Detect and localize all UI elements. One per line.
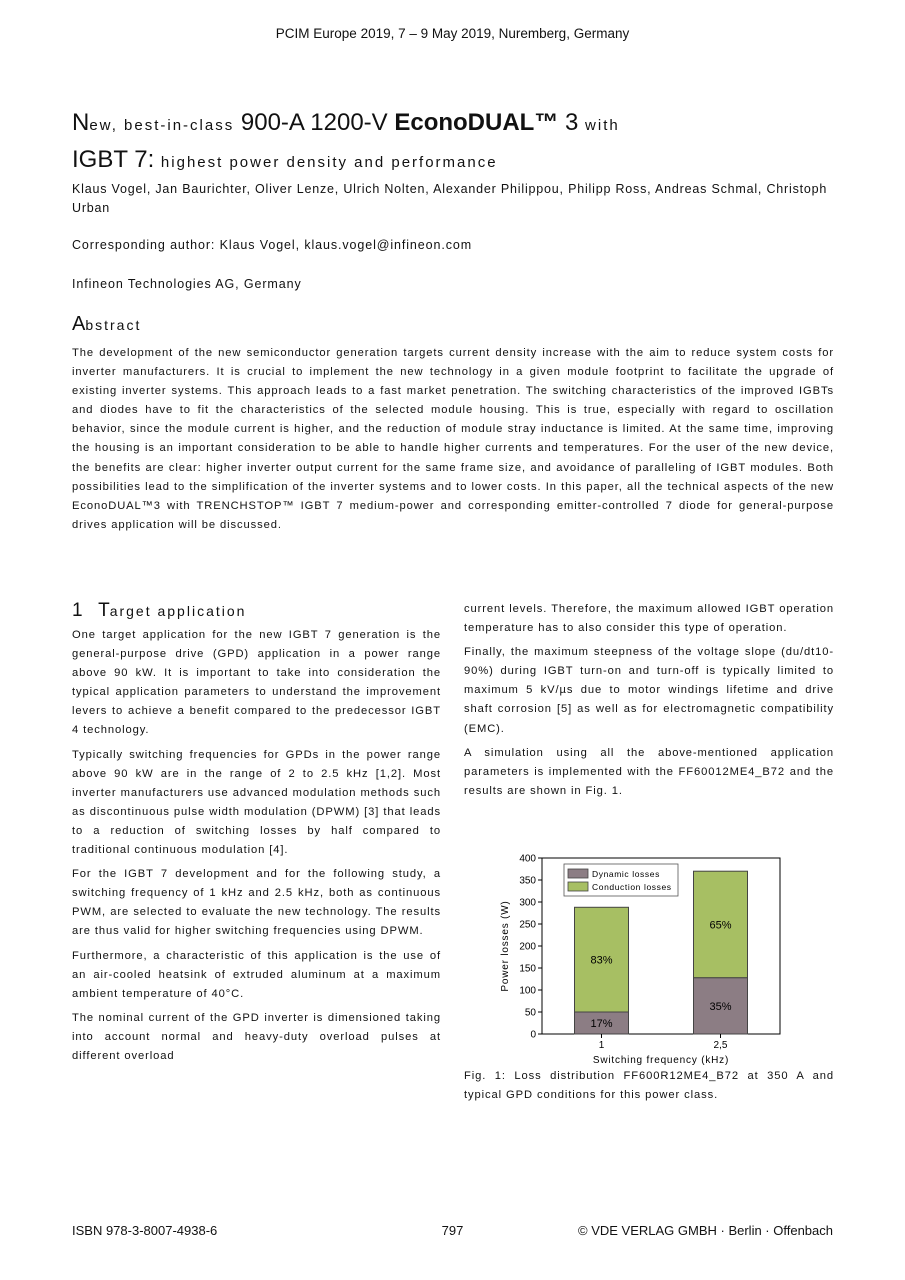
title-brand: EconoDUAL™ [394,109,559,136]
paragraph: For the IGBT 7 development and for the following study, a switching frequency of 1 kHz and 2.5 kHz, both as continuous PWM, are selected to evaluate the new technology. The results are thus valid for higher switching frequencies using DPWM. [72,868,441,938]
bar-data-label: 17% [590,1018,613,1030]
title-igbt: IGBT 7: [72,146,161,173]
title-subtitle: highest power density and performance [160,154,498,171]
loss-distribution-chart [494,850,794,1070]
y-tick-label: 350 [519,875,536,887]
abstract-heading-initial: A [72,313,86,335]
legend-entry: Dynamic losses [592,869,660,879]
legend-swatch [568,869,588,878]
paragraph: One target application for the new IGBT 7 generation is the general-purpose drive (GPD) application in a power range above 90 kW. It is important to take into consideration the typical application parameters to understand the improvement levers to achieve a benefit compared to the predecessor IGBT 4 technology. [72,629,441,737]
title-part-c: 900-A 1200-V [234,109,395,136]
left-column [72,600,441,1071]
paragraph: A simulation using all the above-mentioned application parameters is implemented with the FF60012ME4_B72 and the results are shown in Fig. 1. [464,746,834,797]
author-list: Klaus Vogel, Jan Baurichter, Oliver Lenze, Ulrich Nolten, Alexander Philippou, Philipp Ross, Andreas Schmal, Christoph Urban [72,182,828,215]
right-column [464,600,834,806]
y-axis-label: Power losses (W) [500,900,511,992]
paragraph: Finally, the maximum steepness of the voltage slope (du/dt10-90%) during IGBT turn-on and turn-off is typically limited to maximum 5 kV/µs due to motor windings lifetime and drive shaft corrosion [5] as well as for electromagnetic compatibility (EMC). [464,646,834,735]
abstract-heading [72,313,141,336]
bar-data-label: 83% [590,954,613,967]
y-tick-label: 200 [519,941,536,953]
legend-entry: Conduction losses [592,882,672,892]
paragraph: Furthermore, a characteristic of this application is the use of an air-cooled heatsink of extruded aluminum at a maximum ambient temperature of 40°C. [72,949,441,1000]
publisher: © VDE VERLAG GMBH · Berlin · Offenbach [578,1223,833,1238]
title-small-2: with [585,117,620,134]
paper-title-line-2 [72,141,852,182]
title-small-1: ew, best-in-class [89,117,235,134]
bar-data-label: 65% [709,919,732,932]
y-tick-label: 0 [530,1029,536,1041]
page-number: 797 [441,1223,464,1238]
legend-swatch [568,882,588,891]
section-number: 1 [72,600,83,621]
y-tick-label: 400 [519,853,536,865]
isbn: ISBN 978-3-8007-4938-6 [72,1223,218,1238]
affiliation: Infineon Technologies AG, Germany [72,277,302,291]
conference-header: PCIM Europe 2019, 7 – 9 May 2019, Nuremberg, Germany [275,26,630,41]
y-tick-label: 50 [524,1007,536,1019]
paragraph: The nominal current of the GPD inverter is dimensioned taking into account normal and heavy-duty overload pulses at different overload [72,1011,441,1062]
paragraph: current levels. Therefore, the maximum allowed IGBT operation temperature has to also consider this type of operation. [464,603,834,635]
title-initial: N [72,109,90,136]
abstract-text: The development of the new semiconductor generation targets current density increase with the aim to reduce system costs for inverter manufacturers. It is crucial to implement the new technology in a given module footprint to facilitate the upgrade of existing inverter systems. This approach leads to a fast market penetration. The switching characteristics of the improved IGBTs and diodes have to fit the characteristics of the selected module housing. This is true, especially with regard to oscillation behavior, since the module current is higher, and the reduction of module stray inductance is limited. At the same time, improving the housing is an important consideration to be able to handle higher currents and temperatures. For the user of the new device, the benefits are clear: higher inverter output current for the same frame size, and avoidance of paralleling of IGBT modules. Both possibilities lead to the simplification of the inverter systems and to lower costs. In this paper, all the technical aspects of the new EconoDUAL™3 with TRENCHSTOP™ IGBT 7 medium-power and corresponding emitter-controlled 7 diode for general-purpose drives application will be discussed. [72,347,834,531]
section-title-rest: arget application [109,603,247,619]
x-tick-label: 2,5 [713,1040,728,1051]
paragraph: Typically switching frequencies for GPDs in the power range above 90 kW are in the range of 2 to 2.5 kHz [1,2]. Most inverter manufacturers use advanced modulation methods such as discontinuous pulse width modulation (DPWM) [3] that leads to a reduction of switching losses by half compared to traditional continuous modulation [4]. [72,748,441,857]
x-axis-label: Switching frequency (kHz) [592,1055,730,1066]
y-tick-label: 300 [519,897,536,909]
y-tick-label: 100 [519,985,536,997]
section-1-heading [72,600,441,622]
figure-caption: Fig. 1: Loss distribution FF600R12ME4_B72 at 350 A and typical GPD conditions for this power class. [464,1070,834,1102]
title-part-d: 3 [558,109,586,136]
corresponding-author: Corresponding author: Klaus Vogel, klaus.vogel@infineon.com [72,238,473,252]
section-title-initial: T [98,600,110,621]
abstract-heading-rest: bstract [85,317,142,333]
bar-data-label: 35% [709,1000,732,1013]
paper-title-line-1 [72,104,852,145]
y-tick-label: 250 [519,919,536,931]
y-tick-label: 150 [519,963,536,975]
x-tick-label: 1 [598,1040,605,1051]
